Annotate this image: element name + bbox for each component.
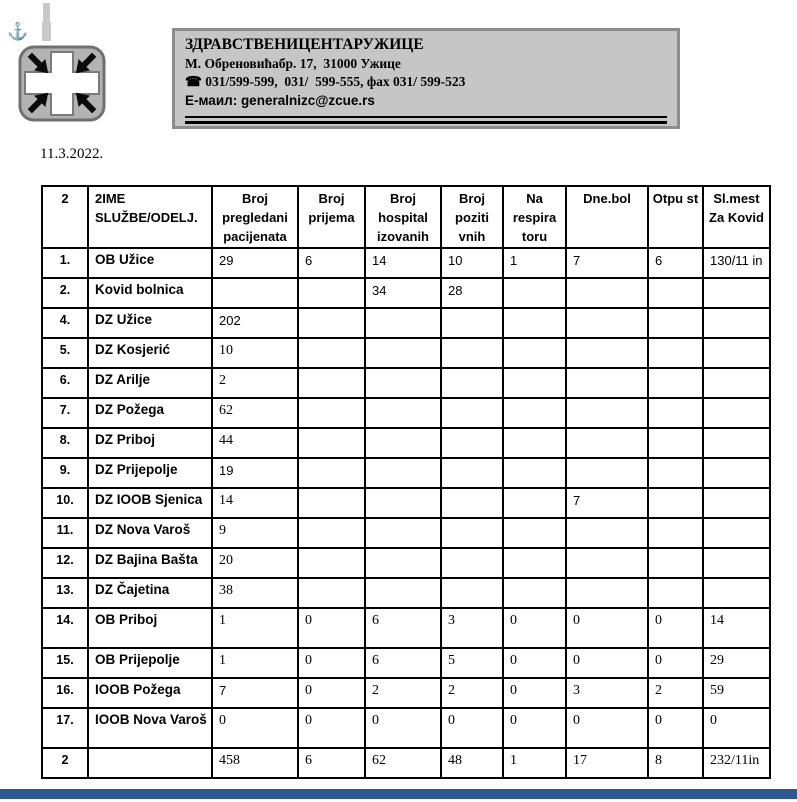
row-number: 7. (42, 398, 88, 428)
row-number: 10. (42, 488, 88, 518)
table-row (42, 648, 770, 678)
value-cell: 0 (298, 608, 365, 648)
value-cell (648, 308, 703, 338)
value-cell (365, 548, 441, 578)
value-cell: 0 (212, 708, 298, 748)
value-cell: 5 (441, 648, 503, 678)
value-cell (566, 578, 648, 608)
table-row (42, 678, 770, 708)
value-cell: 1 (212, 648, 298, 678)
table-header (42, 186, 770, 248)
value-cell: 28 (441, 278, 503, 308)
value-cell (503, 488, 566, 518)
org-address: М. Обреновићабр. 17, 31000 Ужице (185, 56, 401, 71)
value-cell: 6 (648, 248, 703, 278)
value-cell: 0 (298, 708, 365, 748)
value-cell (648, 578, 703, 608)
value-cell (298, 518, 365, 548)
value-cell: 0 (441, 708, 503, 748)
value-cell: 62 (365, 748, 441, 778)
service-name: OB Priboj (88, 608, 212, 648)
value-cell: 7 (566, 488, 648, 518)
value-cell: 0 (648, 708, 703, 748)
value-cell (648, 518, 703, 548)
value-cell (503, 338, 566, 368)
service-name: DZ IOOB Sjenica (88, 488, 212, 518)
value-cell: 6 (298, 748, 365, 778)
value-cell (503, 278, 566, 308)
value-cell: 2 (441, 678, 503, 708)
value-cell: 1 (212, 608, 298, 648)
value-cell: 232/11in (703, 748, 770, 778)
value-cell: 0 (365, 708, 441, 748)
value-cell (503, 518, 566, 548)
value-cell: 17 (566, 748, 648, 778)
table-row (42, 488, 770, 518)
value-cell (566, 308, 648, 338)
value-cell (365, 578, 441, 608)
value-cell (648, 548, 703, 578)
value-cell: 130/11 in (703, 248, 770, 278)
service-name: DZ Požega (88, 398, 212, 428)
value-cell (298, 338, 365, 368)
value-cell: 2 (365, 678, 441, 708)
header-col: Sl.mest Za Kovid (703, 186, 770, 248)
total-row (42, 748, 770, 778)
value-cell: 0 (703, 708, 770, 748)
value-cell: 2 (212, 368, 298, 398)
service-name: DZ Čajetina (88, 578, 212, 608)
value-cell (648, 488, 703, 518)
row-number: 4. (42, 308, 88, 338)
value-cell (441, 428, 503, 458)
value-cell (503, 368, 566, 398)
header-col: Otpu st (648, 186, 703, 248)
value-cell: 0 (503, 648, 566, 678)
value-cell: 0 (566, 608, 648, 648)
value-cell (441, 578, 503, 608)
value-cell (441, 338, 503, 368)
value-cell (503, 308, 566, 338)
value-cell (365, 518, 441, 548)
org-email: Е-маил: generalnizc@zcue.rs (185, 93, 375, 108)
value-cell: 7 (212, 678, 298, 708)
row-number: 11. (42, 518, 88, 548)
value-cell: 8 (648, 748, 703, 778)
value-cell (703, 578, 770, 608)
value-cell: 38 (212, 578, 298, 608)
value-cell (648, 428, 703, 458)
service-name: OB Užice (88, 248, 212, 278)
value-cell (703, 278, 770, 308)
org-phones (185, 73, 667, 90)
service-name: OB Prijepolje (88, 648, 212, 678)
value-cell (365, 368, 441, 398)
row-number: 5. (42, 338, 88, 368)
value-cell: 7 (566, 248, 648, 278)
service-name: DZ Prijepolje (88, 458, 212, 488)
letterhead-divider (185, 116, 667, 124)
table-row (42, 548, 770, 578)
value-cell: 3 (566, 678, 648, 708)
service-name: DZ Kosjerić (88, 338, 212, 368)
value-cell (703, 368, 770, 398)
table-row (42, 578, 770, 608)
value-cell: 0 (648, 608, 703, 648)
value-cell (703, 518, 770, 548)
row-number: 12. (42, 548, 88, 578)
header-col: Broj poziti vnih (441, 186, 503, 248)
table-row (42, 308, 770, 338)
value-cell (503, 458, 566, 488)
value-cell: 458 (212, 748, 298, 778)
value-cell (365, 308, 441, 338)
service-name: DZ Bajina Bašta (88, 548, 212, 578)
table-row (42, 708, 770, 748)
table-row (42, 518, 770, 548)
row-number: 15. (42, 648, 88, 678)
value-cell (441, 368, 503, 398)
value-cell (441, 308, 503, 338)
value-cell (298, 488, 365, 518)
service-name: Kovid bolnica (88, 278, 212, 308)
value-cell (365, 338, 441, 368)
health-center-cross-logo (18, 45, 106, 122)
value-cell: 19 (212, 458, 298, 488)
value-cell (365, 488, 441, 518)
value-cell: 10 (441, 248, 503, 278)
value-cell: 29 (212, 248, 298, 278)
value-cell: 2 (648, 678, 703, 708)
value-cell (703, 488, 770, 518)
value-cell (298, 398, 365, 428)
value-cell: 59 (703, 678, 770, 708)
value-cell (648, 398, 703, 428)
value-cell (365, 398, 441, 428)
value-cell (566, 338, 648, 368)
service-name: IOOB Požega (88, 678, 212, 708)
table-row (42, 428, 770, 458)
text-cursor-artifact (42, 22, 51, 41)
value-cell: 14 (212, 488, 298, 518)
value-cell: 0 (566, 708, 648, 748)
table-row (42, 368, 770, 398)
table-row (42, 458, 770, 488)
value-cell (703, 308, 770, 338)
value-cell: 0 (566, 648, 648, 678)
row-number: 2 (42, 748, 88, 778)
value-cell (648, 458, 703, 488)
value-cell (648, 338, 703, 368)
header-row (42, 186, 770, 248)
header-col: Broj pregledani pacijenata (212, 186, 298, 248)
value-cell: 6 (365, 648, 441, 678)
value-cell (298, 278, 365, 308)
value-cell (703, 338, 770, 368)
table-row (42, 248, 770, 278)
row-number: 14. (42, 608, 88, 648)
row-number: 1. (42, 248, 88, 278)
value-cell: 48 (441, 748, 503, 778)
header-num: 2 (42, 186, 88, 248)
value-cell (566, 398, 648, 428)
value-cell: 0 (503, 678, 566, 708)
value-cell: 20 (212, 548, 298, 578)
value-cell (566, 458, 648, 488)
row-number: 13. (42, 578, 88, 608)
header-service-name: 2IME SLUŽBE/ODELJ. (88, 186, 212, 248)
phone-numbers: 031/599-599, 031/ 599-555, фах 031/ 599-523 (201, 74, 466, 89)
service-name: IOOB Nova Varoš (88, 708, 212, 748)
value-cell (298, 548, 365, 578)
covid-report-table (41, 185, 771, 779)
value-cell (703, 548, 770, 578)
row-number: 2. (42, 278, 88, 308)
value-cell (298, 458, 365, 488)
org-name: ЗДРАВСТВЕНИЦЕНТАРУЖИЦЕ (185, 36, 424, 53)
value-cell (365, 458, 441, 488)
value-cell: 14 (703, 608, 770, 648)
table-row (42, 608, 770, 648)
value-cell (566, 518, 648, 548)
service-name: DZ Arilje (88, 368, 212, 398)
value-cell (503, 398, 566, 428)
value-cell (298, 308, 365, 338)
value-cell (441, 458, 503, 488)
value-cell (365, 428, 441, 458)
value-cell (648, 368, 703, 398)
header-col: Broj prijema (298, 186, 365, 248)
header-col: Na respira toru (503, 186, 566, 248)
value-cell (703, 458, 770, 488)
value-cell: 0 (298, 648, 365, 678)
value-cell: 6 (298, 248, 365, 278)
value-cell (441, 548, 503, 578)
table-row (42, 338, 770, 368)
value-cell: 29 (703, 648, 770, 678)
value-cell: 1 (503, 248, 566, 278)
value-cell (703, 428, 770, 458)
header-col: Broj hospital izovanih (365, 186, 441, 248)
value-cell: 44 (212, 428, 298, 458)
value-cell: 14 (365, 248, 441, 278)
value-cell (503, 578, 566, 608)
value-cell (298, 578, 365, 608)
value-cell: 0 (503, 608, 566, 648)
service-name (88, 748, 212, 778)
table-row (42, 278, 770, 308)
header-col: Dne.bol (566, 186, 648, 248)
value-cell: 202 (212, 308, 298, 338)
value-cell: 0 (503, 708, 566, 748)
service-name: DZ Užice (88, 308, 212, 338)
text-cursor-artifact (43, 3, 50, 22)
value-cell (566, 368, 648, 398)
value-cell: 62 (212, 398, 298, 428)
service-name: DZ Nova Varoš (88, 518, 212, 548)
value-cell (703, 398, 770, 428)
value-cell: 0 (298, 678, 365, 708)
window-bottom-bar (0, 789, 797, 799)
table-body (42, 248, 770, 778)
value-cell: 6 (365, 608, 441, 648)
value-cell (212, 278, 298, 308)
value-cell (503, 428, 566, 458)
value-cell (441, 518, 503, 548)
value-cell: 1 (503, 748, 566, 778)
value-cell: 9 (212, 518, 298, 548)
value-cell: 0 (648, 648, 703, 678)
value-cell (566, 428, 648, 458)
service-name: DZ Priboj (88, 428, 212, 458)
anchor-icon: ⚓ (7, 22, 29, 41)
letterhead-box (172, 28, 680, 129)
report-date: 11.3.2022. (40, 146, 104, 162)
value-cell (648, 278, 703, 308)
row-number: 17. (42, 708, 88, 748)
value-cell (503, 548, 566, 578)
phone-icon: ☎ (185, 74, 202, 89)
row-number: 9. (42, 458, 88, 488)
row-number: 8. (42, 428, 88, 458)
row-number: 6. (42, 368, 88, 398)
value-cell (566, 548, 648, 578)
value-cell (298, 428, 365, 458)
row-number: 16. (42, 678, 88, 708)
value-cell (441, 398, 503, 428)
value-cell (298, 368, 365, 398)
value-cell: 3 (441, 608, 503, 648)
value-cell: 10 (212, 338, 298, 368)
table-row (42, 398, 770, 428)
value-cell: 34 (365, 278, 441, 308)
value-cell (441, 488, 503, 518)
value-cell (566, 278, 648, 308)
